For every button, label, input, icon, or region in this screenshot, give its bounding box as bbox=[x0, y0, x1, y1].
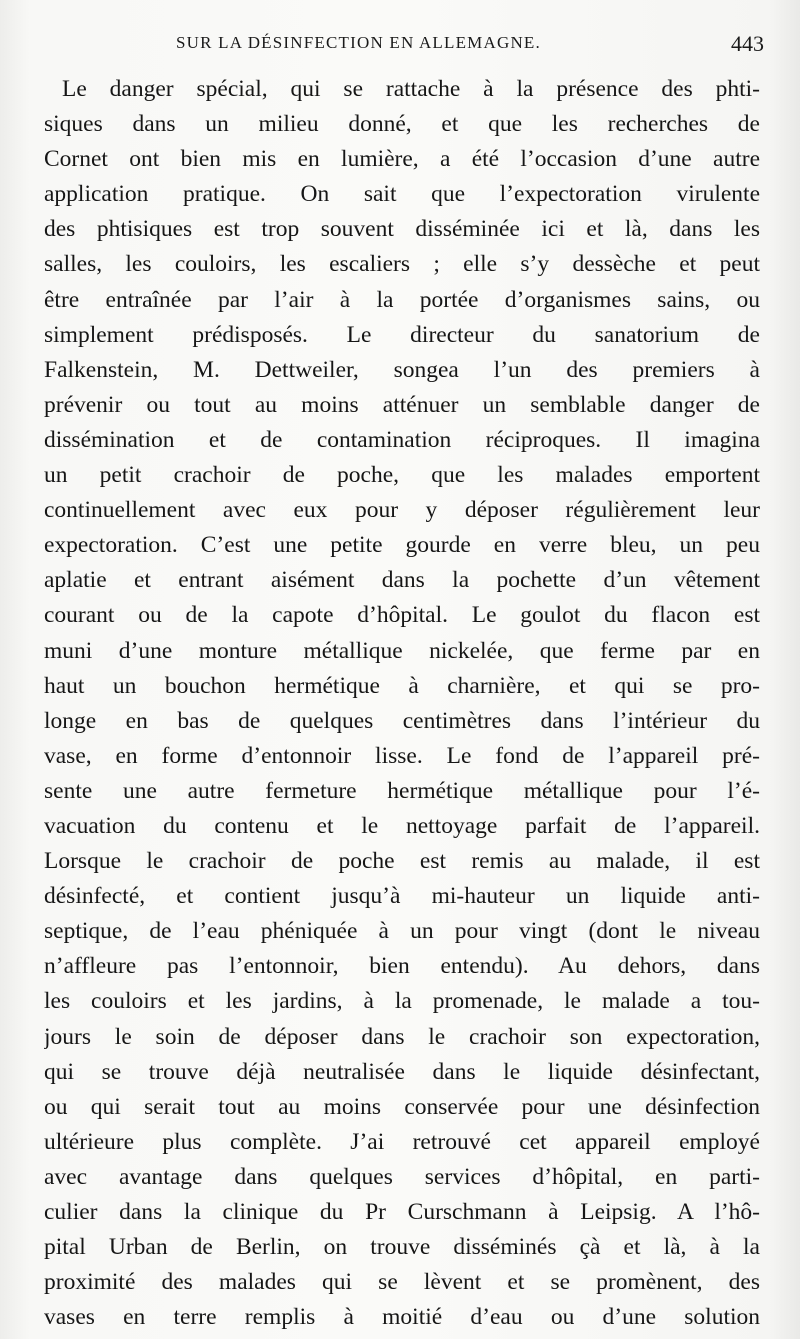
text-line: aplatie et entrant aisément dans la pochette d’un vêtement bbox=[44, 567, 760, 594]
text-line: vases en terre remplis à moitié d’eau ou d’une solution bbox=[44, 1304, 760, 1331]
text-line: proximité des malades qui se lèvent et se promènent, des bbox=[44, 1269, 760, 1296]
text-line: simplement prédisposés. Le directeur du sanatorium de bbox=[44, 321, 760, 348]
text-line: sente une autre fermeture hermétique métallique pour l’é- bbox=[44, 777, 760, 804]
text-line: Falkenstein, M. Dettweiler, songea l’un des premiers à bbox=[44, 356, 760, 383]
text-line: siques dans un milieu donné, et que les recherches de bbox=[44, 111, 760, 138]
text-line: désinfecté, et contient jusqu’à mi-hauteur un liquide anti- bbox=[44, 883, 760, 910]
text-line: continuellement avec eux pour y déposer régulièrement leur bbox=[44, 497, 760, 524]
text-line: muni d’une monture métallique nickelée, que ferme par en bbox=[44, 637, 760, 664]
text-line: courant ou de la capote d’hôpital. Le goulot du flacon est bbox=[44, 602, 760, 629]
text-line: prévenir ou tout au moins atténuer un semblable danger de bbox=[44, 391, 760, 418]
text-line: être entraînée par l’air à la portée d’organismes sains, ou bbox=[44, 286, 760, 313]
text-line: pital Urban de Berlin, on trouve disséminés çà et là, à la bbox=[44, 1234, 760, 1261]
text-line: expectoration. C’est une petite gourde en verre bleu, un peu bbox=[44, 532, 760, 559]
text-line: ou qui serait tout au moins conservée pour une désinfection bbox=[44, 1093, 760, 1120]
text-line: jours le soin de déposer dans le crachoir son expectoration, bbox=[44, 1023, 760, 1050]
text-line: un petit crachoir de poche, que les malades emportent bbox=[44, 462, 760, 489]
text-line: application pratique. On sait que l’expectoration virulente bbox=[44, 181, 760, 208]
text-line: Lorsque le crachoir de poche est remis au malade, il est bbox=[44, 848, 760, 875]
page-number: 443 bbox=[731, 31, 764, 56]
running-head bbox=[40, 33, 764, 63]
text-line: ultérieure plus complète. J’ai retrouvé cet appareil employé bbox=[44, 1128, 760, 1155]
text-line: dissémination et de contamination réciproques. Il imagina bbox=[44, 426, 760, 453]
text-line: culier dans la clinique du Pr Curschmann à Leipsig. A l’hô- bbox=[44, 1199, 760, 1225]
text-line: qui se trouve déjà neutralisée dans le liquide désinfectant, bbox=[44, 1058, 760, 1085]
text-line: longe en bas de quelques centimètres dans l’intérieur du bbox=[44, 707, 760, 734]
text-line: salles, les couloirs, les escaliers ; elle s’y dessèche et peut bbox=[44, 251, 760, 278]
text-line: des phtisiques est trop souvent disséminée ici et là, dans les bbox=[44, 216, 760, 243]
text-line: septique, de l’eau phéniquée à un pour vingt (dont le niveau bbox=[44, 918, 760, 945]
text-line: haut un bouchon hermétique à charnière, et qui se pro- bbox=[44, 672, 760, 699]
text-line: les couloirs et les jardins, à la promenade, le malade a tou- bbox=[44, 988, 760, 1015]
text-line: n’affleure pas l’entonnoir, bien entendu). Au dehors, dans bbox=[44, 953, 760, 980]
body-paragraph bbox=[44, 72, 760, 1335]
text-line: vacuation du contenu et le nettoyage parfait de l’appareil. bbox=[44, 812, 760, 839]
text-line: Cornet ont bien mis en lumière, a été l’occasion d’une autre bbox=[44, 146, 760, 173]
text-line: avec avantage dans quelques services d’hôpital, en parti- bbox=[44, 1163, 760, 1190]
text-line: vase, en forme d’entonnoir lisse. Le fond de l’appareil pré- bbox=[44, 742, 760, 769]
text-line: Le danger spécial, qui se rattache à la présence des phti- bbox=[62, 76, 760, 102]
running-title: SUR LA DÉSINFECTION EN ALLEMAGNE. bbox=[176, 33, 541, 52]
